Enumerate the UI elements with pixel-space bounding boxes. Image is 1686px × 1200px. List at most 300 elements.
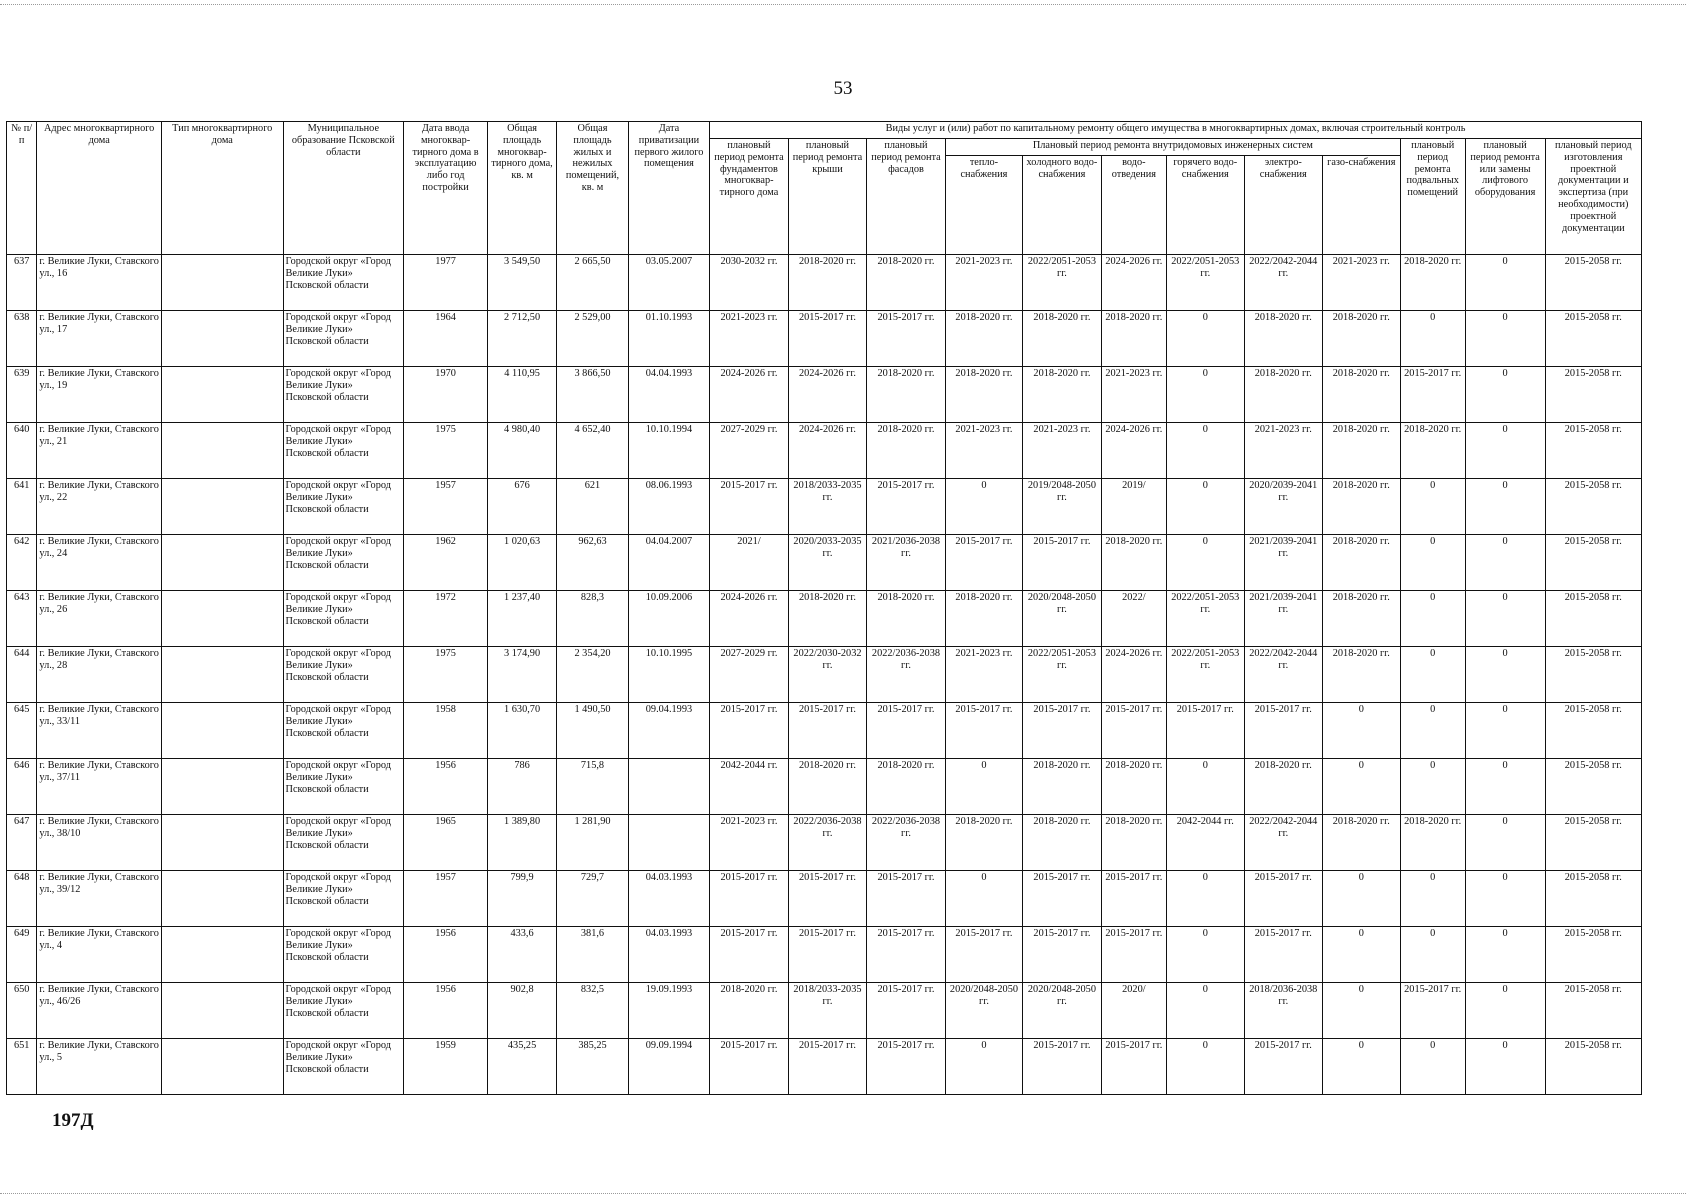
cell-year: 1975 [404,647,488,703]
cell-hot-water: 0 [1166,927,1244,983]
cell-electricity: 2018-2020 гг. [1244,367,1322,423]
cell-foundation: 2024-2026 гг. [709,367,788,423]
cell-foundation: 2015-2017 гг. [709,703,788,759]
cell-facade: 2022/2036-2038 гг. [866,647,945,703]
cell-drainage: 2015-2017 гг. [1101,871,1166,927]
cell-privatization-date [628,759,709,815]
cell-total-area: 433,6 [488,927,557,983]
cell-hot-water: 2042-2044 гг. [1166,815,1244,871]
header-drainage: водо-отведения [1101,156,1166,255]
cell-total-area: 4 110,95 [488,367,557,423]
cell-electricity: 2015-2017 гг. [1244,703,1322,759]
cell-total-area: 1 389,80 [488,815,557,871]
cell-privatization-date: 03.05.2007 [628,255,709,311]
cell-living-area: 3 866,50 [557,367,629,423]
cell-no: 640 [7,423,37,479]
cell-municipality: Городской округ «Город Великие Луки» Псковской области [283,871,404,927]
table-body [7,255,1642,1095]
cell-basement: 0 [1400,591,1465,647]
cell-facade: 2022/2036-2038 гг. [866,815,945,871]
cell-gas: 2018-2020 гг. [1322,535,1400,591]
cell-basement: 0 [1400,647,1465,703]
cell-municipality: Городской округ «Город Великие Луки» Псковской области [283,423,404,479]
cell-no: 638 [7,311,37,367]
cell-living-area: 2 354,20 [557,647,629,703]
cell-design-docs: 2015-2058 гг. [1545,367,1641,423]
cell-basement: 0 [1400,535,1465,591]
cell-electricity: 2021-2023 гг. [1244,423,1322,479]
cell-cold-water: 2021-2023 гг. [1022,423,1101,479]
cell-hot-water: 0 [1166,759,1244,815]
cell-design-docs: 2015-2058 гг. [1545,759,1641,815]
cell-drainage: 2018-2020 гг. [1101,311,1166,367]
cell-cold-water: 2015-2017 гг. [1022,871,1101,927]
cell-basement: 0 [1400,871,1465,927]
cell-no: 643 [7,591,37,647]
cell-no: 648 [7,871,37,927]
cell-address: г. Великие Луки, Ставского ул., 37/11 [37,759,162,815]
cell-municipality: Городской округ «Город Великие Луки» Псковской области [283,815,404,871]
cell-heat: 2021-2023 гг. [945,647,1022,703]
cell-privatization-date: 10.09.2006 [628,591,709,647]
cell-municipality: Городской округ «Город Великие Луки» Псковской области [283,983,404,1039]
cell-foundation: 2021/ [709,535,788,591]
header-works-group: Виды услуг и (или) работ по капитальному ремонту общего имущества в многоквартирных домах, включая строительный контроль [709,122,1641,139]
cell-roof: 2024-2026 гг. [788,367,866,423]
cell-municipality: Городской округ «Город Великие Луки» Псковской области [283,927,404,983]
cell-gas: 2018-2020 гг. [1322,367,1400,423]
cell-facade: 2015-2017 гг. [866,927,945,983]
cell-gas: 2018-2020 гг. [1322,591,1400,647]
cell-no: 650 [7,983,37,1039]
cell-no: 651 [7,1039,37,1095]
cell-basement: 2018-2020 гг. [1400,815,1465,871]
cell-foundation: 2015-2017 гг. [709,479,788,535]
cell-municipality: Городской округ «Город Великие Луки» Псковской области [283,535,404,591]
cell-total-area: 786 [488,759,557,815]
cell-roof: 2018-2020 гг. [788,759,866,815]
cell-elevator: 0 [1465,871,1545,927]
cell-facade: 2018-2020 гг. [866,591,945,647]
cell-drainage: 2024-2026 гг. [1101,647,1166,703]
cell-municipality: Городской округ «Город Великие Луки» Псковской области [283,759,404,815]
cell-drainage: 2019/ [1101,479,1166,535]
capital-repair-table [6,121,1642,1095]
table-row [7,927,1642,983]
cell-privatization-date: 04.04.2007 [628,535,709,591]
cell-municipality: Городской округ «Город Великие Луки» Псковской области [283,591,404,647]
header-commission-date: Дата ввода многоквар-тирного дома в эксплуатацию либо год постройки [404,122,488,255]
cell-gas: 2018-2020 гг. [1322,815,1400,871]
cell-roof: 2018-2020 гг. [788,591,866,647]
cell-municipality: Городской округ «Город Великие Луки» Псковской области [283,311,404,367]
cell-total-area: 3 174,90 [488,647,557,703]
cell-facade: 2015-2017 гг. [866,311,945,367]
header-facade: плановый период ремонта фасадов [866,139,945,255]
cell-type [161,871,283,927]
cell-hot-water: 0 [1166,1039,1244,1095]
cell-gas: 2018-2020 гг. [1322,479,1400,535]
cell-electricity: 2015-2017 гг. [1244,927,1322,983]
cell-privatization-date: 19.09.1993 [628,983,709,1039]
cell-basement: 0 [1400,927,1465,983]
cell-municipality: Городской округ «Город Великие Луки» Псковской области [283,1039,404,1095]
cell-gas: 0 [1322,703,1400,759]
cell-electricity: 2018-2020 гг. [1244,759,1322,815]
cell-basement: 0 [1400,311,1465,367]
cell-year: 1957 [404,871,488,927]
header-roof: плановый период ремонта крыши [788,139,866,255]
header-living-area: Общая площадь жилых и нежилых помещений, кв. м [557,122,629,255]
table-header [7,122,1642,255]
table-row [7,983,1642,1039]
cell-drainage: 2024-2026 гг. [1101,423,1166,479]
cell-cold-water: 2018-2020 гг. [1022,815,1101,871]
cell-address: г. Великие Луки, Ставского ул., 24 [37,535,162,591]
cell-privatization-date: 08.06.1993 [628,479,709,535]
cell-total-area: 676 [488,479,557,535]
cell-privatization-date [628,815,709,871]
cell-electricity: 2022/2042-2044 гг. [1244,815,1322,871]
cell-design-docs: 2015-2058 гг. [1545,815,1641,871]
cell-heat: 2020/2048-2050 гг. [945,983,1022,1039]
cell-living-area: 385,25 [557,1039,629,1095]
cell-foundation: 2027-2029 гг. [709,423,788,479]
cell-privatization-date: 09.04.1993 [628,703,709,759]
table-row [7,591,1642,647]
cell-design-docs: 2015-2058 гг. [1545,1039,1641,1095]
cell-address: г. Великие Луки, Ставского ул., 22 [37,479,162,535]
cell-total-area: 4 980,40 [488,423,557,479]
cell-hot-water: 0 [1166,311,1244,367]
cell-elevator: 0 [1465,423,1545,479]
cell-address: г. Великие Луки, Ставского ул., 26 [37,591,162,647]
cell-type [161,311,283,367]
cell-municipality: Городской округ «Город Великие Луки» Псковской области [283,479,404,535]
cell-design-docs: 2015-2058 гг. [1545,647,1641,703]
cell-roof: 2018/2033-2035 гг. [788,479,866,535]
cell-design-docs: 2015-2058 гг. [1545,871,1641,927]
header-foundation: плановый период ремонта фундаментов многоквар-тирного дома [709,139,788,255]
cell-municipality: Городской округ «Город Великие Луки» Псковской области [283,703,404,759]
cell-address: г. Великие Луки, Ставского ул., 16 [37,255,162,311]
cell-electricity: 2021/2039-2041 гг. [1244,591,1322,647]
header-no: № п/п [7,122,37,255]
cell-drainage: 2021-2023 гг. [1101,367,1166,423]
cell-living-area: 1 281,90 [557,815,629,871]
cell-no: 647 [7,815,37,871]
cell-design-docs: 2015-2058 гг. [1545,535,1641,591]
cell-cold-water: 2015-2017 гг. [1022,1039,1101,1095]
table-row [7,1039,1642,1095]
table-row [7,703,1642,759]
cell-foundation: 2021-2023 гг. [709,815,788,871]
cell-living-area: 2 529,00 [557,311,629,367]
cell-electricity: 2015-2017 гг. [1244,1039,1322,1095]
cell-hot-water: 2022/2051-2053 гг. [1166,647,1244,703]
cell-basement: 2015-2017 гг. [1400,983,1465,1039]
cell-year: 1957 [404,479,488,535]
cell-drainage: 2015-2017 гг. [1101,703,1166,759]
cell-address: г. Великие Луки, Ставского ул., 4 [37,927,162,983]
cell-privatization-date: 04.03.1993 [628,927,709,983]
document-code: 197Д [52,1110,94,1131]
table-row [7,479,1642,535]
cell-elevator: 0 [1465,591,1545,647]
cell-municipality: Городской округ «Город Великие Луки» Псковской области [283,255,404,311]
cell-year: 1964 [404,311,488,367]
header-privatization-date: Дата приватизации первого жилого помещения [628,122,709,255]
cell-drainage: 2022/ [1101,591,1166,647]
cell-basement: 2018-2020 гг. [1400,255,1465,311]
cell-gas: 0 [1322,871,1400,927]
cell-gas: 2018-2020 гг. [1322,311,1400,367]
header-gas: газо-снабжения [1322,156,1400,255]
cell-basement: 0 [1400,703,1465,759]
cell-facade: 2018-2020 гг. [866,255,945,311]
cell-privatization-date: 01.10.1993 [628,311,709,367]
cell-heat: 0 [945,1039,1022,1095]
header-heat: тепло-снабжения [945,156,1022,255]
cell-heat: 2018-2020 гг. [945,591,1022,647]
cell-total-area: 435,25 [488,1039,557,1095]
cell-hot-water: 2022/2051-2053 гг. [1166,591,1244,647]
cell-gas: 2018-2020 гг. [1322,423,1400,479]
header-total-area: Общая площадь многоквар-тирного дома, кв. м [488,122,557,255]
table-row [7,759,1642,815]
cell-design-docs: 2015-2058 гг. [1545,479,1641,535]
cell-cold-water: 2015-2017 гг. [1022,535,1101,591]
cell-facade: 2015-2017 гг. [866,983,945,1039]
cell-elevator: 0 [1465,367,1545,423]
cell-electricity: 2018/2036-2038 гг. [1244,983,1322,1039]
cell-elevator: 0 [1465,927,1545,983]
cell-roof: 2018-2020 гг. [788,255,866,311]
cell-municipality: Городской округ «Город Великие Луки» Псковской области [283,367,404,423]
cell-cold-water: 2022/2051-2053 гг. [1022,255,1101,311]
cell-facade: 2021/2036-2038 гг. [866,535,945,591]
cell-living-area: 962,63 [557,535,629,591]
cell-privatization-date: 10.10.1994 [628,423,709,479]
cell-hot-water: 0 [1166,535,1244,591]
cell-design-docs: 2015-2058 гг. [1545,927,1641,983]
cell-living-area: 381,6 [557,927,629,983]
cell-gas: 0 [1322,927,1400,983]
cell-living-area: 729,7 [557,871,629,927]
scan-edge-bottom [0,1193,1686,1194]
cell-total-area: 1 237,40 [488,591,557,647]
cell-type [161,703,283,759]
header-address: Адрес многоквартирного дома [37,122,162,255]
cell-drainage: 2018-2020 гг. [1101,759,1166,815]
cell-elevator: 0 [1465,759,1545,815]
cell-drainage: 2018-2020 гг. [1101,815,1166,871]
cell-address: г. Великие Луки, Ставского ул., 21 [37,423,162,479]
cell-drainage: 2018-2020 гг. [1101,535,1166,591]
cell-foundation: 2015-2017 гг. [709,871,788,927]
cell-year: 1970 [404,367,488,423]
cell-facade: 2018-2020 гг. [866,367,945,423]
cell-cold-water: 2020/2048-2050 гг. [1022,591,1101,647]
cell-address: г. Великие Луки, Ставского ул., 5 [37,1039,162,1095]
cell-basement: 0 [1400,1039,1465,1095]
header-design-docs: плановый период изготовления проектной документации и экспертиза (при необходимости) проектной документации [1545,139,1641,255]
cell-hot-water: 0 [1166,423,1244,479]
cell-address: г. Великие Луки, Ставского ул., 46/26 [37,983,162,1039]
cell-elevator: 0 [1465,703,1545,759]
cell-type [161,479,283,535]
cell-cold-water: 2018-2020 гг. [1022,759,1101,815]
cell-foundation: 2042-2044 гг. [709,759,788,815]
cell-total-area: 3 549,50 [488,255,557,311]
cell-heat: 0 [945,871,1022,927]
cell-heat: 2021-2023 гг. [945,423,1022,479]
cell-gas: 2018-2020 гг. [1322,647,1400,703]
cell-heat: 0 [945,759,1022,815]
cell-basement: 0 [1400,479,1465,535]
cell-foundation: 2015-2017 гг. [709,927,788,983]
cell-privatization-date: 04.03.1993 [628,871,709,927]
scan-edge-top [0,4,1686,5]
cell-year: 1972 [404,591,488,647]
cell-foundation: 2015-2017 гг. [709,1039,788,1095]
cell-cold-water: 2015-2017 гг. [1022,703,1101,759]
cell-gas: 0 [1322,759,1400,815]
cell-hot-water: 0 [1166,367,1244,423]
cell-facade: 2015-2017 гг. [866,871,945,927]
cell-drainage: 2024-2026 гг. [1101,255,1166,311]
cell-privatization-date: 04.04.1993 [628,367,709,423]
cell-roof: 2022/2030-2032 гг. [788,647,866,703]
cell-elevator: 0 [1465,983,1545,1039]
cell-year: 1956 [404,927,488,983]
cell-type [161,759,283,815]
header-engineering-group: Плановый период ремонта внутридомовых инженерных систем [945,139,1400,156]
cell-type [161,647,283,703]
cell-basement: 2015-2017 гг. [1400,367,1465,423]
cell-cold-water: 2018-2020 гг. [1022,367,1101,423]
header-elevator: плановый период ремонта или замены лифтового оборудования [1465,139,1545,255]
cell-drainage: 2020/ [1101,983,1166,1039]
cell-roof: 2022/2036-2038 гг. [788,815,866,871]
cell-year: 1962 [404,535,488,591]
cell-elevator: 0 [1465,479,1545,535]
cell-roof: 2018/2033-2035 гг. [788,983,866,1039]
cell-year: 1975 [404,423,488,479]
cell-elevator: 0 [1465,1039,1545,1095]
cell-living-area: 2 665,50 [557,255,629,311]
cell-address: г. Великие Луки, Ставского ул., 33/11 [37,703,162,759]
cell-heat: 2018-2020 гг. [945,815,1022,871]
cell-no: 637 [7,255,37,311]
cell-cold-water: 2018-2020 гг. [1022,311,1101,367]
cell-electricity: 2022/2042-2044 гг. [1244,255,1322,311]
table-row [7,815,1642,871]
cell-living-area: 828,3 [557,591,629,647]
table-row [7,255,1642,311]
cell-type [161,815,283,871]
cell-year: 1956 [404,759,488,815]
page-number: 53 [833,78,853,99]
table-row [7,423,1642,479]
cell-roof: 2015-2017 гг. [788,927,866,983]
header-electricity: электро-снабжения [1244,156,1322,255]
cell-elevator: 0 [1465,815,1545,871]
cell-design-docs: 2015-2058 гг. [1545,983,1641,1039]
cell-no: 646 [7,759,37,815]
cell-type [161,367,283,423]
cell-hot-water: 2015-2017 гг. [1166,703,1244,759]
cell-roof: 2015-2017 гг. [788,871,866,927]
cell-basement: 2018-2020 гг. [1400,423,1465,479]
cell-no: 644 [7,647,37,703]
cell-drainage: 2015-2017 гг. [1101,1039,1166,1095]
cell-heat: 2015-2017 гг. [945,535,1022,591]
cell-gas: 0 [1322,983,1400,1039]
cell-facade: 2015-2017 гг. [866,479,945,535]
cell-year: 1958 [404,703,488,759]
cell-foundation: 2021-2023 гг. [709,311,788,367]
cell-heat: 2015-2017 гг. [945,927,1022,983]
cell-hot-water: 0 [1166,983,1244,1039]
cell-address: г. Великие Луки, Ставского ул., 17 [37,311,162,367]
cell-living-area: 4 652,40 [557,423,629,479]
cell-basement: 0 [1400,759,1465,815]
cell-year: 1977 [404,255,488,311]
cell-hot-water: 0 [1166,871,1244,927]
cell-heat: 2021-2023 гг. [945,255,1022,311]
cell-type [161,983,283,1039]
cell-elevator: 0 [1465,535,1545,591]
cell-roof: 2015-2017 гг. [788,1039,866,1095]
cell-total-area: 1 630,70 [488,703,557,759]
cell-type [161,255,283,311]
cell-address: г. Великие Луки, Ставского ул., 39/12 [37,871,162,927]
cell-heat: 2018-2020 гг. [945,367,1022,423]
cell-design-docs: 2015-2058 гг. [1545,703,1641,759]
cell-electricity: 2020/2039-2041 гг. [1244,479,1322,535]
cell-hot-water: 0 [1166,479,1244,535]
cell-gas: 2021-2023 гг. [1322,255,1400,311]
cell-cold-water: 2020/2048-2050 гг. [1022,983,1101,1039]
cell-type [161,927,283,983]
table-row [7,647,1642,703]
table-row [7,871,1642,927]
cell-electricity: 2015-2017 гг. [1244,871,1322,927]
cell-heat: 2018-2020 гг. [945,311,1022,367]
cell-electricity: 2022/2042-2044 гг. [1244,647,1322,703]
cell-facade: 2015-2017 гг. [866,1039,945,1095]
cell-year: 1956 [404,983,488,1039]
cell-cold-water: 2019/2048-2050 гг. [1022,479,1101,535]
cell-total-area: 799,9 [488,871,557,927]
cell-roof: 2020/2033-2035 гг. [788,535,866,591]
cell-foundation: 2018-2020 гг. [709,983,788,1039]
cell-address: г. Великие Луки, Ставского ул., 19 [37,367,162,423]
cell-living-area: 715,8 [557,759,629,815]
cell-living-area: 832,5 [557,983,629,1039]
cell-year: 1959 [404,1039,488,1095]
cell-roof: 2015-2017 гг. [788,703,866,759]
cell-roof: 2024-2026 гг. [788,423,866,479]
cell-electricity: 2021/2039-2041 гг. [1244,535,1322,591]
cell-no: 645 [7,703,37,759]
cell-privatization-date: 10.10.1995 [628,647,709,703]
cell-heat: 0 [945,479,1022,535]
cell-electricity: 2018-2020 гг. [1244,311,1322,367]
cell-cold-water: 2015-2017 гг. [1022,927,1101,983]
header-basement: плановый период ремонта подвальных помещений [1400,139,1465,255]
